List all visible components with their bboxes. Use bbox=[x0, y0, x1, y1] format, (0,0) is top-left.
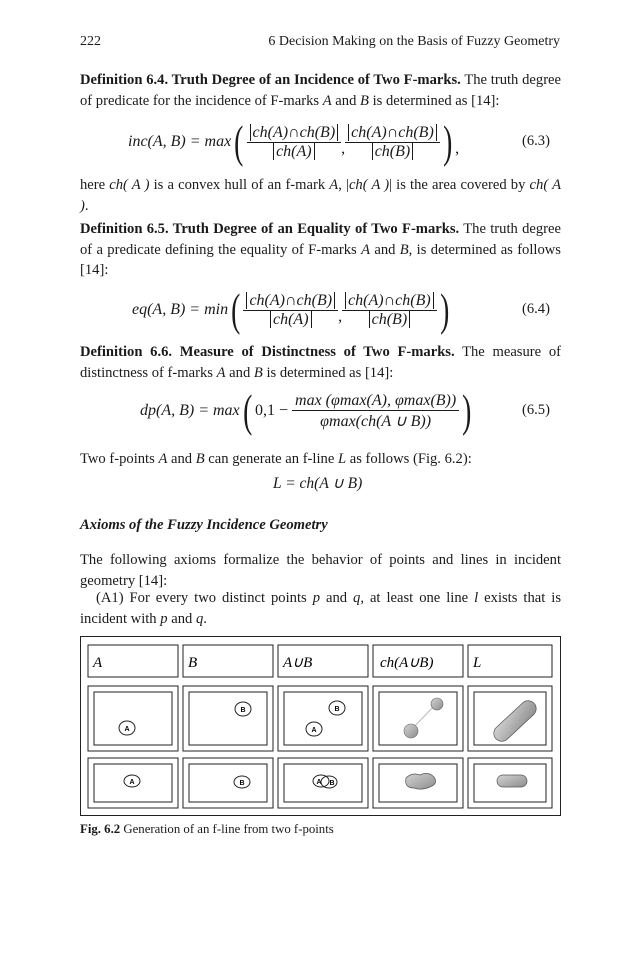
point-label: B bbox=[329, 780, 335, 787]
definition-title: Definition 6.5. Truth Degree of an Equality of Two F-marks. bbox=[80, 221, 460, 237]
fraction: $\frac{ch(A)\cap ch(B)}{ch(B)}$ bbox=[342, 292, 437, 329]
fline-formula: L = ch(A ∪ B) bbox=[273, 475, 363, 492]
equation-lhs: inc(A, B) = max bbox=[128, 133, 232, 150]
equation-6-3: inc(A, B) = max ( $\frac{ch(A)\cap ch(B)}{ch(A)}$ , $\frac{ch(A)\cap ch(B)}{ch(B)}$ ) , bbox=[128, 116, 460, 167]
point-label: A bbox=[311, 727, 317, 734]
page-number: 222 bbox=[80, 34, 101, 49]
point-label: B bbox=[239, 780, 245, 787]
right-paren: ) bbox=[439, 284, 449, 335]
right-paren: ) bbox=[462, 385, 472, 436]
definition-6-4: Definition 6.4. Truth Degree of an Incidence of Two F-marks. The truth degree of predicate for the incidence of F-marks A and B is determined as [14]: bbox=[80, 72, 562, 109]
point-label: A bbox=[129, 779, 135, 786]
left-paren: ( bbox=[242, 385, 252, 436]
section-heading: Axioms of the Fuzzy Incidence Geometry bbox=[80, 517, 328, 533]
equation-number: (6.4) bbox=[522, 301, 550, 317]
left-paren: ( bbox=[234, 116, 244, 167]
left-paren: ( bbox=[231, 284, 241, 335]
fraction: $\frac{ch(A)\cap ch(B)}{ch(A)}$ bbox=[247, 124, 342, 161]
hull-shape bbox=[406, 773, 436, 789]
point-label: B bbox=[334, 706, 340, 713]
hull-explanation: here ch( A ) is a convex hull of an f-mark A, |ch( A )| is the area covered by ch( A ). bbox=[80, 177, 561, 214]
col-header: ch(A∪B) bbox=[380, 655, 434, 671]
fraction: $\frac{ch(A)\cap ch(B)}{ch(B)}$ bbox=[345, 124, 440, 161]
equation-6-4: eq(A, B) = min ( $\frac{ch(A)\cap ch(B)}{ch(A)}$ , $\frac{ch(A)\cap ch(B)}{ch(B)}$ ) bbox=[132, 284, 449, 335]
definition-6-5: Definition 6.5. Truth Degree of an Equality of Two F-marks. The truth degree of a predicate defining the equality of F-marks A and B, is determined as follows [14]: bbox=[80, 221, 561, 278]
equation-number: (6.5) bbox=[522, 402, 550, 418]
equation-lhs: dp(A, B) = max bbox=[140, 402, 240, 419]
figure-caption: Fig. 6.2 Generation of an f-line from two f-points bbox=[80, 822, 334, 836]
point-label: A bbox=[124, 726, 130, 733]
running-title: 6 Decision Making on the Basis of Fuzzy Geometry bbox=[268, 34, 560, 49]
axioms-intro: The following axioms formalize the behavior of points and lines in incident geometry [14]: bbox=[80, 552, 561, 589]
col-header: A∪B bbox=[283, 655, 313, 671]
definition-6-6: Definition 6.6. Measure of Distinctness of Two F-marks. The measure of distinctness of f-marks A and B is determined as [14]: bbox=[80, 344, 561, 381]
fraction: $\frac{\max (\varphi\max(A), \varphi\max(B))}{\varphi\max(ch(A \cup B))}$ bbox=[292, 392, 459, 431]
axiom-a1: (A1) For every two distinct points p and q, at least one line l exists that is incident with p and q. bbox=[80, 590, 561, 627]
col-header: L bbox=[473, 655, 482, 671]
col-header: A bbox=[93, 655, 103, 671]
fline-sentence: Two f-points A and B can generate an f-line L as follows (Fig. 6.2): bbox=[80, 451, 472, 467]
equation-6-5: dp(A, B) = max ( 0,1 − $\frac{\max (\varphi\max(A), \varphi\max(B))}{\varphi\max(ch(A \cup B))}$ ) bbox=[140, 385, 472, 436]
point-label: B bbox=[240, 707, 246, 714]
hull-point-a bbox=[404, 724, 418, 738]
equation-lhs: eq(A, B) = min bbox=[132, 301, 229, 318]
equation-number: (6.3) bbox=[522, 133, 550, 149]
col-header: B bbox=[188, 655, 198, 671]
definition-title: Definition 6.6. Measure of Distinctness of Two F-marks. bbox=[80, 344, 455, 360]
fraction: $\frac{ch(A)\cap ch(B)}{ch(A)}$ bbox=[243, 292, 338, 329]
hull-point-b bbox=[431, 698, 443, 710]
figure-6-2 bbox=[80, 636, 561, 816]
right-paren: ) bbox=[442, 116, 453, 167]
f-line-shape bbox=[497, 775, 527, 787]
definition-title: Definition 6.4. Truth Degree of an Incidence of Two F-marks. bbox=[80, 72, 461, 88]
point-label: A bbox=[316, 779, 322, 786]
